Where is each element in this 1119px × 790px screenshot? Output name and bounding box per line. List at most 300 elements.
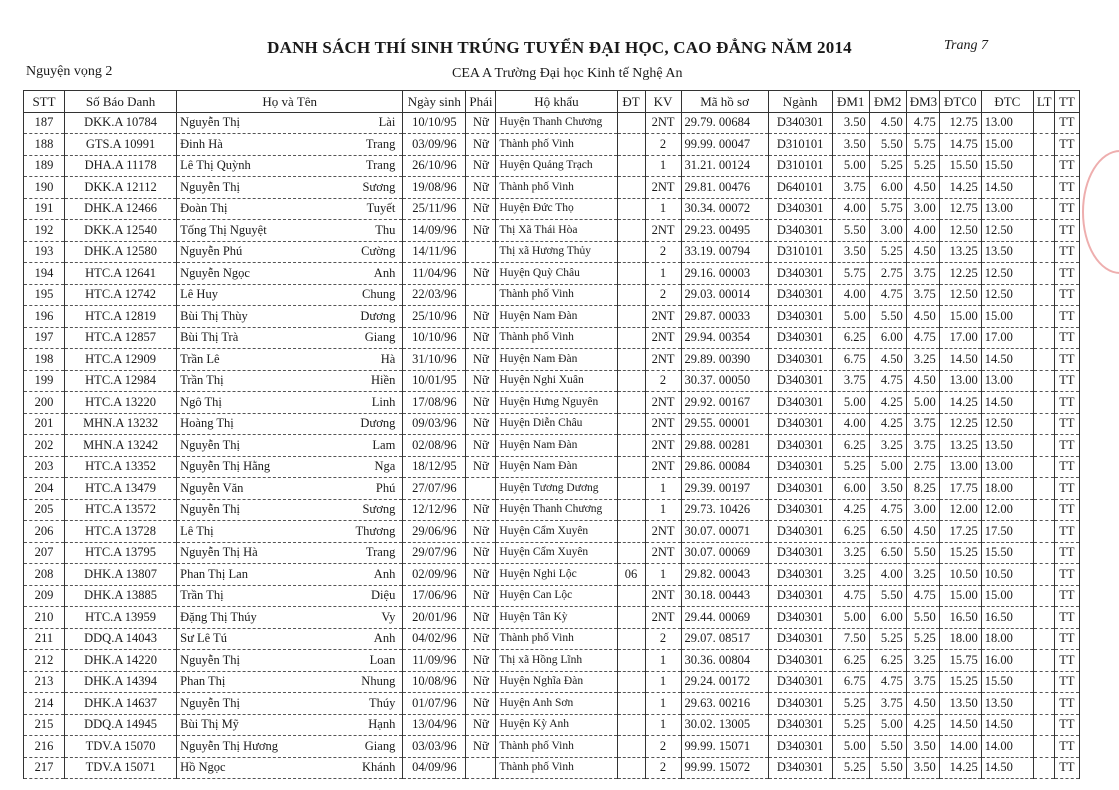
table-cell: D340301 (768, 736, 832, 758)
table-cell: 26/10/96 (403, 155, 466, 177)
table-cell: 29/06/96 (403, 521, 466, 543)
table-row (24, 650, 1080, 672)
table-cell: 2NT (645, 177, 681, 199)
table-cell: Nữ (466, 198, 496, 220)
table-cell: 5.25 (906, 628, 939, 650)
table-cell: 29.94. 00354 (681, 327, 768, 349)
table-cell: Nữ (466, 306, 496, 328)
table-cell: 22/03/96 (403, 284, 466, 306)
table-cell: 4.50 (906, 241, 939, 263)
table-cell: 29.73. 10426 (681, 499, 768, 521)
table-cell: Nữ (466, 392, 496, 414)
table-cell: 6.25 (832, 435, 869, 457)
admission-table (23, 90, 1080, 779)
table-cell: 5.75 (906, 134, 939, 156)
table-cell: D310101 (768, 134, 832, 156)
table-cell: D340301 (768, 585, 832, 607)
table-cell: D340301 (768, 714, 832, 736)
table-cell: 15.50 (981, 155, 1033, 177)
table-cell: 3.25 (906, 349, 939, 371)
full-name (180, 715, 399, 734)
table-cell: Nữ (466, 693, 496, 715)
full-name (180, 629, 399, 648)
given-name: Anh (373, 566, 396, 581)
table-cell: 5.75 (869, 198, 906, 220)
table-cell: DHK.A 13807 (65, 564, 177, 586)
table-cell: 2NT (645, 607, 681, 629)
table-cell: D340301 (768, 263, 832, 285)
table-cell: 4.75 (906, 327, 939, 349)
table-cell: 01/07/96 (403, 693, 466, 715)
table-cell: 6.00 (832, 478, 869, 500)
family-name: Phan Thị Lan (180, 566, 248, 581)
table-cell (177, 478, 403, 500)
table-cell (1033, 284, 1054, 306)
table-cell: Huyện Đức Thọ (496, 198, 617, 220)
family-name: Nguyễn Thị Hương (180, 738, 278, 753)
table-cell (617, 370, 645, 392)
table-cell: 18.00 (939, 628, 981, 650)
table-cell (177, 263, 403, 285)
table-cell: Huyện Tân Kỳ (496, 607, 617, 629)
table-cell: 5.25 (832, 456, 869, 478)
table-cell: 193 (24, 241, 65, 263)
table-cell: Thị xã Hương Thủy (496, 241, 617, 263)
column-header: KV (645, 91, 681, 113)
table-cell: 201 (24, 413, 65, 435)
table-cell: HTC.A 12984 (65, 370, 177, 392)
table-cell: 3.25 (869, 435, 906, 457)
table-cell: TT (1054, 435, 1079, 457)
table-cell: 29.81. 00476 (681, 177, 768, 199)
table-cell: HTC.A 12857 (65, 327, 177, 349)
table-cell: Nữ (466, 134, 496, 156)
document-title: DANH SÁCH THÍ SINH TRÚNG TUYỂN ĐẠI HỌC, CAO ĐẲNG NĂM 2014 (267, 38, 852, 57)
table-cell (617, 327, 645, 349)
table-cell: Thành phố Vinh (496, 284, 617, 306)
table-cell: 203 (24, 456, 65, 478)
table-cell (177, 671, 403, 693)
table-cell: Thành phố Vinh (496, 134, 617, 156)
table-cell (177, 198, 403, 220)
full-name (180, 285, 399, 304)
table-cell: Nữ (466, 155, 496, 177)
table-cell: D640101 (768, 177, 832, 199)
given-name: Tuyết (366, 201, 396, 216)
table-cell: 5.00 (832, 736, 869, 758)
table-cell (177, 241, 403, 263)
table-cell: 3.25 (906, 650, 939, 672)
table-cell (177, 693, 403, 715)
table-cell: DDQ.A 14945 (65, 714, 177, 736)
column-header: Ngành (768, 91, 832, 113)
table-cell: 5.50 (869, 736, 906, 758)
table-cell: 1 (645, 693, 681, 715)
table-cell: 2NT (645, 585, 681, 607)
table-cell: D340301 (768, 757, 832, 779)
table-cell: 3.50 (832, 134, 869, 156)
table-cell: TT (1054, 693, 1079, 715)
table-cell: 1 (645, 564, 681, 586)
table-cell: 5.50 (869, 134, 906, 156)
table-cell: 2NT (645, 542, 681, 564)
table-cell: 30.37. 00050 (681, 370, 768, 392)
table-cell (617, 650, 645, 672)
table-cell: 99.99. 15071 (681, 736, 768, 758)
given-name: Dương (360, 416, 396, 431)
table-cell: 17.75 (939, 478, 981, 500)
table-cell (1033, 220, 1054, 242)
table-cell: HTC.A 12819 (65, 306, 177, 328)
table-row (24, 585, 1080, 607)
table-cell: DHK.A 12466 (65, 198, 177, 220)
table-cell: 12.25 (939, 263, 981, 285)
table-cell: Nữ (466, 564, 496, 586)
column-header: ĐTC0 (939, 91, 981, 113)
column-header: TT (1054, 91, 1079, 113)
table-cell: MHN.A 13232 (65, 413, 177, 435)
table-cell: D340301 (768, 542, 832, 564)
table-row (24, 155, 1080, 177)
table-cell (617, 714, 645, 736)
table-cell: 09/03/96 (403, 413, 466, 435)
table-cell (617, 263, 645, 285)
table-cell: 4.25 (869, 392, 906, 414)
given-name: Trang (365, 136, 396, 151)
table-cell: Huyện Cẩm Xuyên (496, 542, 617, 564)
table-cell: 17.50 (981, 521, 1033, 543)
table-cell (617, 542, 645, 564)
table-cell: 10.50 (939, 564, 981, 586)
table-cell: 4.50 (869, 349, 906, 371)
table-cell: TT (1054, 392, 1079, 414)
table-cell: 3.75 (906, 671, 939, 693)
table-cell: Huyện Cẩm Xuyên (496, 521, 617, 543)
table-cell: 3.25 (832, 564, 869, 586)
table-cell: DHK.A 14220 (65, 650, 177, 672)
table-cell (177, 327, 403, 349)
full-name (180, 694, 399, 713)
table-cell: 12.50 (981, 284, 1033, 306)
table-cell: 6.25 (869, 650, 906, 672)
table-cell: 29.92. 00167 (681, 392, 768, 414)
table-cell: DKK.A 12112 (65, 177, 177, 199)
table-cell: 4.50 (906, 370, 939, 392)
table-cell (177, 413, 403, 435)
table-cell (177, 306, 403, 328)
table-cell: TT (1054, 521, 1079, 543)
wish-label: Nguyện vọng 2 (26, 64, 113, 79)
table-cell: 29.87. 00033 (681, 306, 768, 328)
table-cell: Thị Xã Thái Hòa (496, 220, 617, 242)
family-name: Phan Thị (180, 674, 226, 689)
table-cell: 4.50 (906, 306, 939, 328)
table-cell: 209 (24, 585, 65, 607)
table-cell: 14/11/96 (403, 241, 466, 263)
given-name: Dương (360, 308, 396, 323)
table-cell: 5.00 (832, 607, 869, 629)
table-cell: 188 (24, 134, 65, 156)
table-cell: 16.00 (981, 650, 1033, 672)
table-cell: TT (1054, 564, 1079, 586)
table-cell (177, 650, 403, 672)
table-cell: 25/10/96 (403, 306, 466, 328)
column-header: Họ và Tên (177, 91, 403, 113)
table-cell: Huyện Nam Đàn (496, 349, 617, 371)
table-cell (1033, 585, 1054, 607)
table-cell: 1 (645, 198, 681, 220)
table-cell: 99.99. 15072 (681, 757, 768, 779)
table-cell: D340301 (768, 112, 832, 134)
table-cell (1033, 392, 1054, 414)
table-cell: 03/03/96 (403, 736, 466, 758)
table-cell (617, 521, 645, 543)
table-cell (177, 542, 403, 564)
table-cell: 12/12/96 (403, 499, 466, 521)
table-cell: 29.23. 00495 (681, 220, 768, 242)
family-name: Lê Thị (180, 523, 214, 538)
table-cell: 3.75 (906, 413, 939, 435)
given-name: Chung (361, 287, 396, 302)
table-cell (1033, 693, 1054, 715)
table-cell: 12.00 (981, 499, 1033, 521)
table-cell: 197 (24, 327, 65, 349)
table-row (24, 714, 1080, 736)
table-cell: HTC.A 13479 (65, 478, 177, 500)
table-cell: 15.00 (939, 306, 981, 328)
table-cell (177, 370, 403, 392)
full-name (180, 307, 399, 326)
table-cell: 3.00 (869, 220, 906, 242)
table-cell: MHN.A 13242 (65, 435, 177, 457)
table-cell: 10.50 (981, 564, 1033, 586)
table-cell: 202 (24, 435, 65, 457)
given-name: Anh (373, 265, 396, 280)
table-cell (617, 241, 645, 263)
table-cell: TT (1054, 413, 1079, 435)
table-cell: 5.00 (869, 456, 906, 478)
table-cell: 13.00 (981, 198, 1033, 220)
family-name: Trần Thị (180, 588, 224, 603)
table-cell: 5.50 (906, 542, 939, 564)
table-cell: Thành phố Vinh (496, 327, 617, 349)
table-cell: 3.25 (832, 542, 869, 564)
table-cell: 12.25 (939, 413, 981, 435)
full-name (180, 758, 399, 777)
family-name: Đoàn Thị (180, 201, 228, 216)
table-cell: TT (1054, 134, 1079, 156)
table-cell: Nữ (466, 499, 496, 521)
table-cell: Nữ (466, 370, 496, 392)
table-cell: 13.25 (939, 241, 981, 263)
given-name: Hiền (371, 373, 396, 388)
table-cell: 27/07/96 (403, 478, 466, 500)
table-cell: 5.25 (832, 757, 869, 779)
family-name: Nguyễn Thị (180, 115, 240, 130)
table-cell: 4.50 (869, 112, 906, 134)
column-header: Ngày sinh (403, 91, 466, 113)
table-cell: 214 (24, 693, 65, 715)
full-name (180, 199, 399, 218)
table-cell: 4.25 (869, 413, 906, 435)
table-cell: 6.25 (832, 650, 869, 672)
table-cell: 4.75 (832, 585, 869, 607)
table-row (24, 542, 1080, 564)
full-name (180, 221, 399, 240)
table-cell: 4.75 (869, 284, 906, 306)
table-cell: 6.50 (869, 521, 906, 543)
column-header: Phái (466, 91, 496, 113)
table-cell: Thành phố Vinh (496, 177, 617, 199)
table-cell: HTC.A 13572 (65, 499, 177, 521)
table-cell: 207 (24, 542, 65, 564)
table-cell (1033, 112, 1054, 134)
table-cell: Huyện Nam Đàn (496, 435, 617, 457)
table-cell: 15.50 (981, 542, 1033, 564)
table-cell (617, 435, 645, 457)
table-cell (177, 220, 403, 242)
table-cell: D340301 (768, 521, 832, 543)
table-cell: 13.50 (981, 241, 1033, 263)
family-name: Đinh Hà (180, 136, 223, 151)
table-cell: 1 (645, 499, 681, 521)
given-name: Loan (369, 652, 396, 667)
table-cell: 29.55. 00001 (681, 413, 768, 435)
table-cell: Huyện Quảng Trạch (496, 155, 617, 177)
family-name: Nguyễn Thị (180, 502, 240, 517)
table-cell: Nữ (466, 671, 496, 693)
table-cell: 2NT (645, 327, 681, 349)
table-row (24, 392, 1080, 414)
full-name (180, 328, 399, 347)
table-cell: HTC.A 13352 (65, 456, 177, 478)
table-cell: 13.00 (939, 456, 981, 478)
table-cell: 6.00 (869, 607, 906, 629)
table-cell: 30.36. 00804 (681, 650, 768, 672)
family-name: Nguyễn Phú (180, 244, 243, 259)
table-cell (617, 134, 645, 156)
table-cell: 4.75 (869, 370, 906, 392)
table-cell: 3.75 (906, 284, 939, 306)
table-cell: 215 (24, 714, 65, 736)
table-cell (177, 134, 403, 156)
table-cell: 31.21. 00124 (681, 155, 768, 177)
table-cell: 7.50 (832, 628, 869, 650)
table-cell: 14.75 (939, 134, 981, 156)
table-cell: 14.25 (939, 392, 981, 414)
table-cell: 6.25 (832, 521, 869, 543)
table-cell: 29.44. 00069 (681, 607, 768, 629)
table-cell: 217 (24, 757, 65, 779)
table-cell (617, 177, 645, 199)
family-name: Nguyễn Thị Hằng (180, 459, 271, 474)
table-cell: Nữ (466, 349, 496, 371)
table-cell: 5.00 (869, 714, 906, 736)
table-cell: Nữ (466, 220, 496, 242)
table-cell (617, 607, 645, 629)
family-name: Lê Huy (180, 287, 218, 302)
table-cell: 14.50 (981, 177, 1033, 199)
family-name: Hoàng Thị (180, 416, 234, 431)
table-cell: Huyện Nghĩa Đàn (496, 671, 617, 693)
table-cell: DHK.A 14637 (65, 693, 177, 715)
table-row (24, 112, 1080, 134)
family-name: Nguyễn Ngọc (180, 265, 250, 280)
table-cell (1033, 564, 1054, 586)
table-cell: 2NT (645, 456, 681, 478)
table-cell: 2NT (645, 521, 681, 543)
table-cell: TT (1054, 585, 1079, 607)
full-name (180, 522, 399, 541)
table-cell: Nữ (466, 327, 496, 349)
table-row (24, 413, 1080, 435)
table-cell: 14.50 (981, 714, 1033, 736)
table-cell (617, 155, 645, 177)
table-cell: Huyện Anh Sơn (496, 693, 617, 715)
table-cell (617, 499, 645, 521)
full-name (180, 113, 399, 132)
table-cell (1033, 349, 1054, 371)
table-row (24, 607, 1080, 629)
full-name (180, 737, 399, 756)
table-cell: 15.00 (939, 585, 981, 607)
table-cell: 29.03. 00014 (681, 284, 768, 306)
table-cell: 04/09/96 (403, 757, 466, 779)
table-cell: TT (1054, 714, 1079, 736)
column-header: LT (1033, 91, 1054, 113)
table-cell: 14.50 (981, 392, 1033, 414)
table-cell: 17.00 (939, 327, 981, 349)
table-cell: 99.99. 00047 (681, 134, 768, 156)
table-cell: 8.25 (906, 478, 939, 500)
table-cell: 15.00 (981, 306, 1033, 328)
table-row (24, 521, 1080, 543)
table-cell: 1 (645, 478, 681, 500)
table-cell (617, 220, 645, 242)
table-cell: DHK.A 13885 (65, 585, 177, 607)
table-cell: 11/04/96 (403, 263, 466, 285)
table-cell: 04/02/96 (403, 628, 466, 650)
table-cell: 29.79. 00684 (681, 112, 768, 134)
table-cell (1033, 757, 1054, 779)
table-cell: 13.00 (981, 370, 1033, 392)
table-cell (617, 736, 645, 758)
table-cell: 12.50 (981, 413, 1033, 435)
table-cell (1033, 198, 1054, 220)
given-name: Thúy (368, 695, 396, 710)
table-cell: 13.00 (981, 456, 1033, 478)
table-cell: 1 (645, 155, 681, 177)
full-name (180, 393, 399, 412)
table-cell: D340301 (768, 284, 832, 306)
table-cell (1033, 241, 1054, 263)
family-name: Đặng Thị Thúy (180, 609, 257, 624)
given-name: Hà (380, 351, 396, 366)
table-cell: 4.50 (906, 177, 939, 199)
table-cell: 5.25 (869, 241, 906, 263)
table-cell: GTS.A 10991 (65, 134, 177, 156)
table-cell (617, 392, 645, 414)
given-name: Thu (375, 222, 396, 237)
table-cell: 2NT (645, 435, 681, 457)
table-cell: 1 (645, 671, 681, 693)
table-cell: 14.00 (981, 736, 1033, 758)
given-name: Khánh (362, 760, 396, 775)
table-cell: 14.50 (981, 757, 1033, 779)
table-cell: 30.18. 00443 (681, 585, 768, 607)
full-name (180, 436, 399, 455)
table-cell: 5.50 (869, 306, 906, 328)
